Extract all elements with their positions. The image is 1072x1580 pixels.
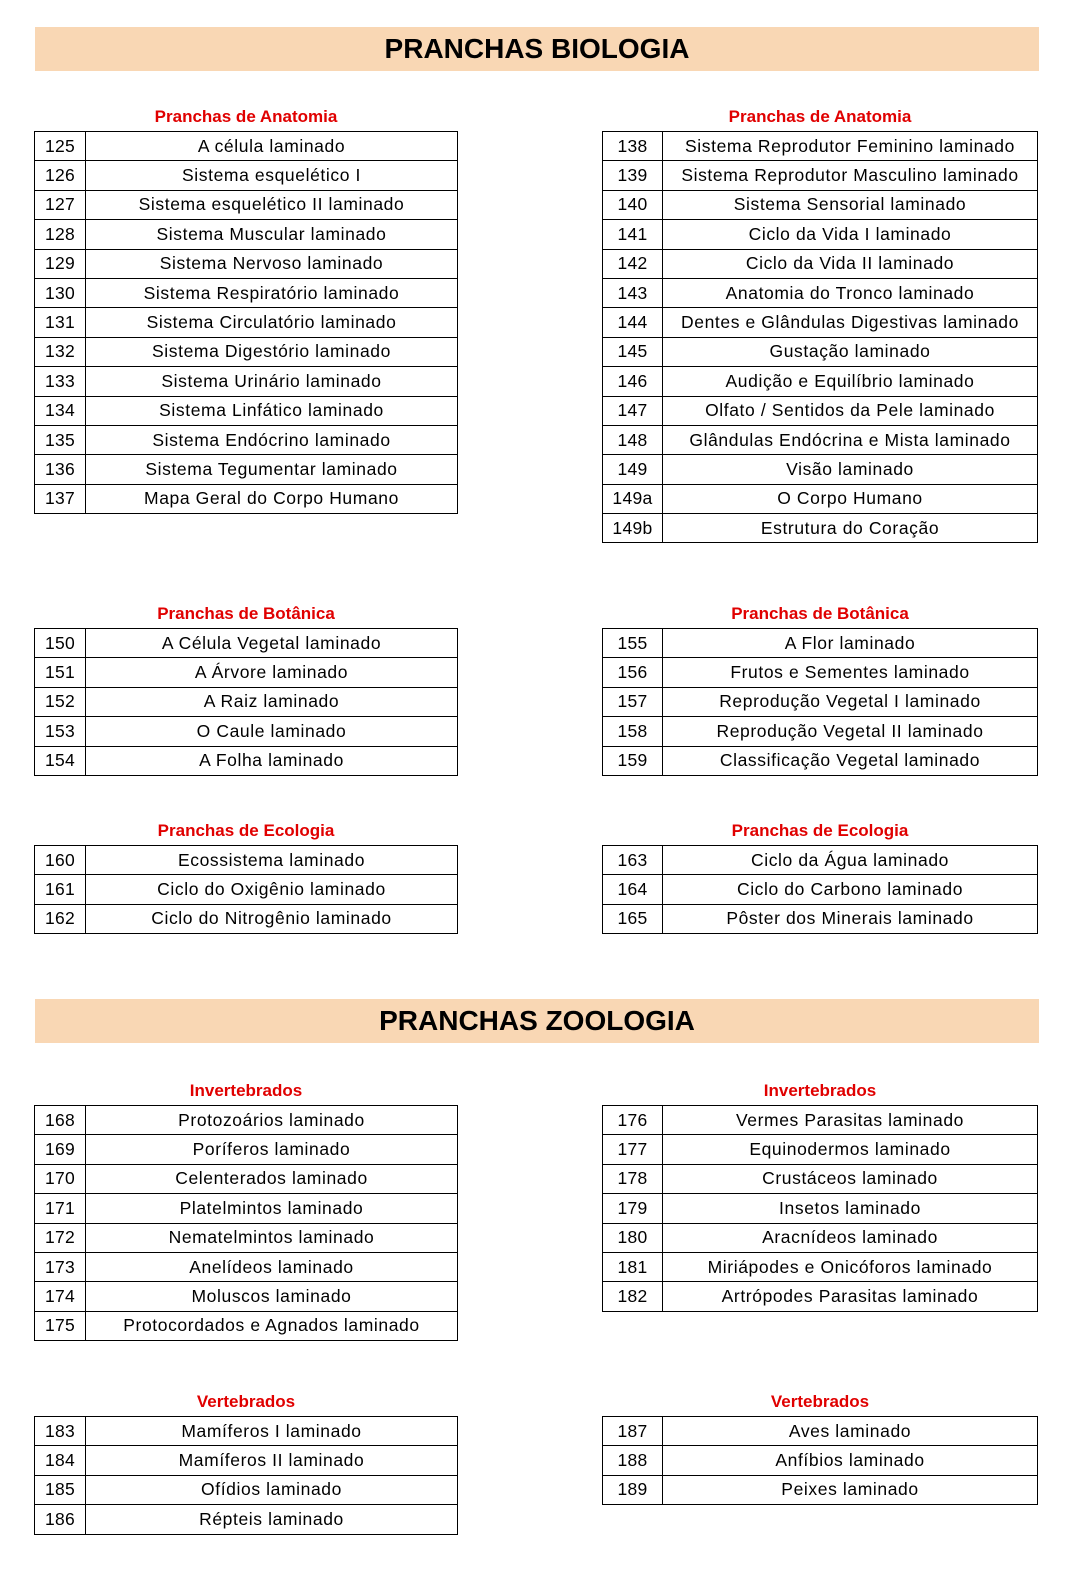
item-code: 149b xyxy=(603,514,663,543)
item-name: A Raiz laminado xyxy=(86,687,458,716)
item-code: 169 xyxy=(35,1135,86,1164)
item-code: 141 xyxy=(603,220,663,249)
table-row xyxy=(35,278,458,307)
table-heading: Pranchas de Anatomia xyxy=(728,107,912,126)
item-name: Insetos laminado xyxy=(663,1194,1038,1223)
table-row xyxy=(35,1164,458,1193)
table-row xyxy=(603,514,1038,543)
table-row xyxy=(603,875,1038,904)
section-title-biologia: PRANCHAS BIOLOGIA xyxy=(35,27,1039,71)
item-name: Anelídeos laminado xyxy=(86,1252,458,1281)
catalog-table xyxy=(602,1105,1038,1312)
table-row xyxy=(35,455,458,484)
table-row xyxy=(35,308,458,337)
item-name: Sistema Nervoso laminado xyxy=(86,249,458,278)
item-code: 140 xyxy=(603,190,663,219)
table-heading: Pranchas de Ecologia xyxy=(157,821,335,840)
item-code: 178 xyxy=(603,1164,663,1193)
item-name: Sistema Urinário laminado xyxy=(86,367,458,396)
table-row xyxy=(35,687,458,716)
item-code: 157 xyxy=(603,687,663,716)
item-code: 171 xyxy=(35,1194,86,1223)
item-code: 165 xyxy=(603,904,663,933)
table-row xyxy=(603,132,1038,161)
item-name: A Flor laminado xyxy=(663,629,1038,658)
item-code: 175 xyxy=(35,1311,86,1340)
item-name: Répteis laminado xyxy=(86,1505,458,1534)
table-row xyxy=(603,1106,1038,1135)
item-name: Visão laminado xyxy=(663,455,1038,484)
table-row xyxy=(35,220,458,249)
table-row xyxy=(35,132,458,161)
item-code: 136 xyxy=(35,455,86,484)
item-code: 159 xyxy=(603,746,663,775)
table-row xyxy=(603,658,1038,687)
item-name: Protocordados e Agnados laminado xyxy=(86,1311,458,1340)
table-row xyxy=(35,1417,458,1446)
catalog-table xyxy=(602,845,1038,934)
catalog-table xyxy=(602,628,1038,776)
item-code: 179 xyxy=(603,1194,663,1223)
item-code: 162 xyxy=(35,904,86,933)
table-row xyxy=(603,190,1038,219)
item-code: 151 xyxy=(35,658,86,687)
item-name: Mamíferos II laminado xyxy=(86,1446,458,1475)
catalog-table xyxy=(34,1105,458,1341)
item-name: A Folha laminado xyxy=(86,746,458,775)
item-name: Anfíbios laminado xyxy=(663,1446,1038,1475)
catalog-table xyxy=(34,1416,458,1535)
table-row xyxy=(603,1135,1038,1164)
table-row xyxy=(603,367,1038,396)
item-name: Aracnídeos laminado xyxy=(663,1223,1038,1252)
table-row xyxy=(35,1446,458,1475)
item-code: 186 xyxy=(35,1505,86,1534)
botanica-right-block xyxy=(602,603,1038,776)
table-row xyxy=(35,1106,458,1135)
item-name: Moluscos laminado xyxy=(86,1282,458,1311)
table-row xyxy=(35,396,458,425)
item-code: 144 xyxy=(603,308,663,337)
item-code: 132 xyxy=(35,337,86,366)
item-code: 139 xyxy=(603,161,663,190)
item-name: Celenterados laminado xyxy=(86,1164,458,1193)
item-name: Sistema esquelético II laminado xyxy=(86,190,458,219)
invertebrados-left-block xyxy=(34,1080,458,1341)
table-heading: Invertebrados xyxy=(763,1081,877,1100)
ecologia-right-block xyxy=(602,820,1038,934)
item-code: 153 xyxy=(35,717,86,746)
table-row xyxy=(603,746,1038,775)
item-code: 149a xyxy=(603,484,663,513)
item-code: 129 xyxy=(35,249,86,278)
item-name: Sistema Reprodutor Feminino laminado xyxy=(663,132,1038,161)
table-row xyxy=(603,337,1038,366)
item-code: 158 xyxy=(603,717,663,746)
table-row xyxy=(35,1505,458,1534)
ecologia-left-block xyxy=(34,820,458,934)
item-code: 146 xyxy=(603,367,663,396)
item-name: Sistema Linfático laminado xyxy=(86,396,458,425)
table-row xyxy=(35,367,458,396)
item-name: Crustáceos laminado xyxy=(663,1164,1038,1193)
table-row xyxy=(35,161,458,190)
catalog-table xyxy=(602,131,1038,543)
item-name: Reprodução Vegetal II laminado xyxy=(663,717,1038,746)
item-name: Nematelmintos laminado xyxy=(86,1223,458,1252)
table-row xyxy=(35,875,458,904)
table-row xyxy=(35,190,458,219)
item-code: 180 xyxy=(603,1223,663,1252)
section-title-zoologia: PRANCHAS ZOOLOGIA xyxy=(35,999,1039,1043)
item-name: Ciclo da Vida II laminado xyxy=(663,249,1038,278)
botanica-left-block xyxy=(34,603,458,776)
item-name: A célula laminado xyxy=(86,132,458,161)
table-row xyxy=(35,904,458,933)
item-name: Gustação laminado xyxy=(663,337,1038,366)
item-name: Glândulas Endócrina e Mista laminado xyxy=(663,425,1038,454)
anatomia-left-block xyxy=(34,106,458,514)
table-row xyxy=(35,1194,458,1223)
catalog-table xyxy=(34,131,458,514)
table-heading: Pranchas de Anatomia xyxy=(154,107,338,126)
table-row xyxy=(603,687,1038,716)
table-row xyxy=(603,846,1038,875)
item-code: 170 xyxy=(35,1164,86,1193)
item-name: Audição e Equilíbrio laminado xyxy=(663,367,1038,396)
item-code: 187 xyxy=(603,1417,663,1446)
table-heading: Pranchas de Ecologia xyxy=(731,821,909,840)
table-row xyxy=(35,1475,458,1504)
item-code: 137 xyxy=(35,484,86,513)
item-code: 181 xyxy=(603,1252,663,1281)
table-row xyxy=(35,629,458,658)
item-name: Sistema Respiratório laminado xyxy=(86,278,458,307)
item-code: 184 xyxy=(35,1446,86,1475)
item-name: Ciclo da Água laminado xyxy=(663,846,1038,875)
table-row xyxy=(603,1282,1038,1311)
item-code: 168 xyxy=(35,1106,86,1135)
table-row xyxy=(603,484,1038,513)
table-row xyxy=(603,1164,1038,1193)
item-name: Aves laminado xyxy=(663,1417,1038,1446)
item-name: Ciclo do Oxigênio laminado xyxy=(86,875,458,904)
item-code: 133 xyxy=(35,367,86,396)
table-row xyxy=(35,337,458,366)
table-row xyxy=(35,1311,458,1340)
item-name: Classificação Vegetal laminado xyxy=(663,746,1038,775)
item-code: 177 xyxy=(603,1135,663,1164)
item-code: 189 xyxy=(603,1475,663,1504)
item-name: Vermes Parasitas laminado xyxy=(663,1106,1038,1135)
item-name: Estrutura do Coração xyxy=(663,514,1038,543)
table-row xyxy=(603,455,1038,484)
table-row xyxy=(603,1194,1038,1223)
item-code: 188 xyxy=(603,1446,663,1475)
table-row xyxy=(603,1475,1038,1504)
vertebrados-right-block xyxy=(602,1391,1038,1505)
vertebrados-left-block xyxy=(34,1391,458,1535)
item-name: Ciclo da Vida I laminado xyxy=(663,220,1038,249)
item-name: Ciclo do Carbono laminado xyxy=(663,875,1038,904)
item-code: 145 xyxy=(603,337,663,366)
item-name: Dentes e Glândulas Digestivas laminado xyxy=(663,308,1038,337)
item-name: Sistema Circulatório laminado xyxy=(86,308,458,337)
item-code: 134 xyxy=(35,396,86,425)
item-code: 172 xyxy=(35,1223,86,1252)
table-row xyxy=(35,1135,458,1164)
table-row xyxy=(603,396,1038,425)
item-name: Frutos e Sementes laminado xyxy=(663,658,1038,687)
item-name: Peixes laminado xyxy=(663,1475,1038,1504)
table-row xyxy=(603,717,1038,746)
table-row xyxy=(35,846,458,875)
table-row xyxy=(603,220,1038,249)
table-heading: Pranchas de Botânica xyxy=(731,604,909,623)
table-row xyxy=(35,1252,458,1281)
item-name: Artrópodes Parasitas laminado xyxy=(663,1282,1038,1311)
item-code: 185 xyxy=(35,1475,86,1504)
item-code: 125 xyxy=(35,132,86,161)
item-name: Ciclo do Nitrogênio laminado xyxy=(86,904,458,933)
item-code: 156 xyxy=(603,658,663,687)
table-row xyxy=(603,425,1038,454)
invertebrados-right-block xyxy=(602,1080,1038,1312)
item-code: 176 xyxy=(603,1106,663,1135)
item-code: 174 xyxy=(35,1282,86,1311)
item-code: 142 xyxy=(603,249,663,278)
table-row xyxy=(35,1223,458,1252)
table-row xyxy=(35,484,458,513)
item-name: Pôster dos Minerais laminado xyxy=(663,904,1038,933)
item-code: 130 xyxy=(35,278,86,307)
item-code: 128 xyxy=(35,220,86,249)
item-name: Ofídios laminado xyxy=(86,1475,458,1504)
item-name: Sistema Reprodutor Masculino laminado xyxy=(663,161,1038,190)
item-name: Equinodermos laminado xyxy=(663,1135,1038,1164)
table-heading: Vertebrados xyxy=(770,1392,870,1411)
item-code: 148 xyxy=(603,425,663,454)
table-row xyxy=(35,1282,458,1311)
catalog-table xyxy=(34,845,458,934)
item-code: 150 xyxy=(35,629,86,658)
item-name: Poríferos laminado xyxy=(86,1135,458,1164)
table-row xyxy=(35,658,458,687)
table-row xyxy=(35,746,458,775)
table-row xyxy=(603,249,1038,278)
table-row xyxy=(603,278,1038,307)
table-row xyxy=(603,1446,1038,1475)
item-code: 154 xyxy=(35,746,86,775)
table-row xyxy=(35,425,458,454)
table-row xyxy=(35,249,458,278)
item-name: Olfato / Sentidos da Pele laminado xyxy=(663,396,1038,425)
item-code: 161 xyxy=(35,875,86,904)
item-name: Ecossistema laminado xyxy=(86,846,458,875)
item-name: O Caule laminado xyxy=(86,717,458,746)
item-name: Sistema Endócrino laminado xyxy=(86,425,458,454)
item-name: Anatomia do Tronco laminado xyxy=(663,278,1038,307)
table-heading: Pranchas de Botânica xyxy=(157,604,335,623)
item-name: Mamíferos I laminado xyxy=(86,1417,458,1446)
item-name: Reprodução Vegetal I laminado xyxy=(663,687,1038,716)
item-code: 127 xyxy=(35,190,86,219)
item-code: 152 xyxy=(35,687,86,716)
item-name: Sistema Tegumentar laminado xyxy=(86,455,458,484)
table-row xyxy=(603,1252,1038,1281)
item-code: 149 xyxy=(603,455,663,484)
table-row xyxy=(603,161,1038,190)
item-name: Miriápodes e Onicóforos laminado xyxy=(663,1252,1038,1281)
table-heading: Vertebrados xyxy=(196,1392,296,1411)
anatomia-right-block xyxy=(602,106,1038,543)
item-name: Mapa Geral do Corpo Humano xyxy=(86,484,458,513)
catalog-table xyxy=(34,628,458,776)
table-row xyxy=(603,629,1038,658)
item-code: 164 xyxy=(603,875,663,904)
item-code: 131 xyxy=(35,308,86,337)
item-name: O Corpo Humano xyxy=(663,484,1038,513)
table-row xyxy=(603,308,1038,337)
item-name: Protozoários laminado xyxy=(86,1106,458,1135)
item-code: 173 xyxy=(35,1252,86,1281)
item-code: 163 xyxy=(603,846,663,875)
item-code: 143 xyxy=(603,278,663,307)
item-code: 182 xyxy=(603,1282,663,1311)
item-code: 126 xyxy=(35,161,86,190)
item-code: 138 xyxy=(603,132,663,161)
item-name: Platelmintos laminado xyxy=(86,1194,458,1223)
item-code: 183 xyxy=(35,1417,86,1446)
item-name: A Árvore laminado xyxy=(86,658,458,687)
catalog-table xyxy=(602,1416,1038,1505)
item-code: 155 xyxy=(603,629,663,658)
table-row xyxy=(603,1417,1038,1446)
table-row xyxy=(603,904,1038,933)
table-row xyxy=(603,1223,1038,1252)
item-name: Sistema Muscular laminado xyxy=(86,220,458,249)
item-name: Sistema Sensorial laminado xyxy=(663,190,1038,219)
item-code: 160 xyxy=(35,846,86,875)
item-name: Sistema esquelético I xyxy=(86,161,458,190)
item-name: Sistema Digestório laminado xyxy=(86,337,458,366)
item-code: 135 xyxy=(35,425,86,454)
table-row xyxy=(35,717,458,746)
item-code: 147 xyxy=(603,396,663,425)
item-name: A Célula Vegetal laminado xyxy=(86,629,458,658)
table-heading: Invertebrados xyxy=(189,1081,303,1100)
